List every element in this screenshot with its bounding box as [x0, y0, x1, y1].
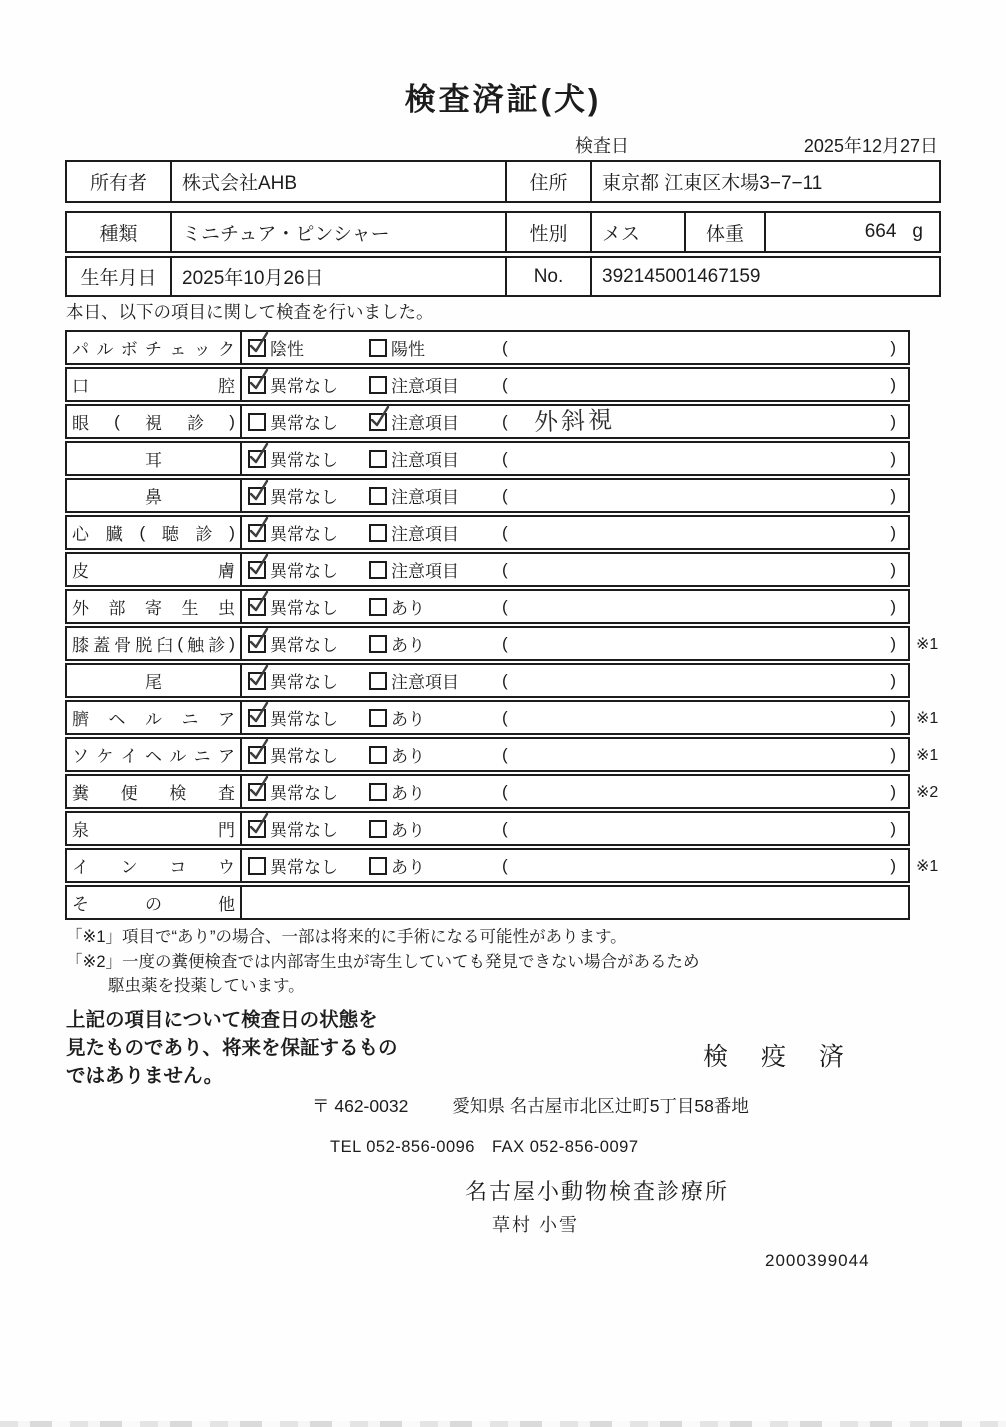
- check-mark-icon: [247, 589, 271, 615]
- paren-close: ): [890, 670, 896, 690]
- paren-close: ): [890, 485, 896, 505]
- clinic-name: 名古屋小動物検査診療所: [465, 1179, 730, 1204]
- footnote-ref: ※1: [916, 709, 939, 727]
- checkbox-icon: [248, 413, 266, 431]
- checkbox-icon: [248, 820, 266, 838]
- option-label: 陽性: [391, 340, 425, 359]
- option-label: 注意項目: [391, 525, 459, 544]
- exam-row: [65, 663, 985, 698]
- exam-option-2: [369, 702, 425, 733]
- exam-row: [65, 367, 985, 402]
- exam-row-box: [65, 589, 910, 624]
- exam-row-content: [242, 776, 908, 807]
- animal-info-row-1: [65, 211, 941, 253]
- check-mark-icon: [247, 663, 271, 689]
- inspection-date-line: [575, 132, 938, 158]
- exam-row: [65, 885, 985, 920]
- checkbox-icon: [369, 450, 387, 468]
- checkbox-icon: [248, 339, 266, 357]
- footnote-ref: ※1: [916, 635, 939, 653]
- footnote-ref: [910, 404, 952, 439]
- exam-row-content: [242, 480, 908, 511]
- exam-option-2: [369, 739, 425, 770]
- check-mark-icon: [247, 737, 271, 763]
- check-mark-icon: [247, 700, 271, 726]
- inspection-date-value: 2025年12月27日: [803, 136, 938, 156]
- checkbox-icon: [369, 561, 387, 579]
- option-label: 注意項目: [391, 451, 459, 470]
- exam-row: [65, 515, 985, 550]
- exam-item-label: そ の 他: [67, 887, 242, 918]
- exam-option-1: [248, 554, 338, 585]
- paren-close: ): [890, 448, 896, 468]
- exam-row-box: [65, 404, 910, 439]
- option-label: あり: [391, 747, 425, 766]
- sex-label: 性別: [505, 213, 590, 251]
- footnote-ref: [910, 441, 952, 476]
- exam-row-box: [65, 811, 910, 846]
- exam-option-2: [369, 665, 459, 696]
- option-label: 異常なし: [270, 858, 338, 877]
- exam-row-box: [65, 885, 910, 920]
- exam-row-box: [65, 700, 910, 735]
- footnote-ref: [910, 589, 952, 624]
- option-label: 陰性: [270, 340, 304, 359]
- no-label: No.: [505, 258, 590, 295]
- exam-option-1: [248, 517, 338, 548]
- checkbox-icon: [369, 709, 387, 727]
- postal-code: 〒 462-0032: [312, 1096, 409, 1116]
- paren-close: ): [890, 374, 896, 394]
- exam-row-content: [242, 443, 908, 474]
- checkbox-icon: [248, 561, 266, 579]
- exam-option-1: [248, 739, 338, 770]
- exam-row-content: [242, 702, 908, 733]
- exam-option-2: [369, 813, 425, 844]
- option-label: 異常なし: [270, 451, 338, 470]
- exam-option-1: [248, 776, 338, 807]
- sex-value: メス: [590, 213, 684, 251]
- exam-table: [65, 330, 985, 922]
- paren-open: (: [502, 818, 508, 838]
- footnote-2: 「※2」一度の糞便検査では内部寄生虫が寄生していても発見できない場合があるため: [66, 952, 700, 971]
- examiner-name: 草村 小雪: [492, 1215, 580, 1235]
- exam-item-label: 泉 門: [67, 813, 242, 844]
- exam-row-content: [242, 591, 908, 622]
- paren-close: ): [890, 522, 896, 542]
- exam-row: [65, 441, 985, 476]
- option-label: 注意項目: [391, 673, 459, 692]
- exam-row-box: [65, 737, 910, 772]
- exam-option-1: [248, 591, 338, 622]
- exam-row-box: [65, 330, 910, 365]
- checkbox-icon: [369, 635, 387, 653]
- checkbox-icon: [369, 820, 387, 838]
- exam-item-label: パ ル ボ チ ェ ッ ク: [67, 332, 242, 363]
- exam-option-1: [248, 628, 338, 659]
- checkbox-icon: [369, 746, 387, 764]
- footnote-2-continued: 駆虫薬を投薬しています。: [108, 977, 305, 995]
- paren-close: ): [890, 559, 896, 579]
- footnote-ref: [910, 330, 952, 365]
- paren-open: (: [502, 707, 508, 727]
- inspection-date-label: 検査日: [575, 136, 629, 156]
- clinic-address-line: [312, 1093, 749, 1118]
- footnote-ref: ※1: [916, 857, 939, 875]
- checkbox-icon: [369, 598, 387, 616]
- exam-row: [65, 589, 985, 624]
- exam-item-label: 耳: [67, 443, 242, 474]
- checkbox-icon: [248, 672, 266, 690]
- option-label: 異常なし: [270, 562, 338, 581]
- exam-item-label: ソ ケ イ ヘ ル ニ ア: [67, 739, 242, 770]
- option-label: あり: [391, 784, 425, 803]
- option-label: 異常なし: [270, 821, 338, 840]
- intro-text: 本日、以下の項目に関して検査を行いました。: [66, 302, 434, 322]
- exam-row-content: [242, 628, 908, 659]
- checkbox-icon: [369, 672, 387, 690]
- check-mark-icon: [247, 515, 271, 541]
- checkbox-icon: [369, 376, 387, 394]
- paren-open: (: [502, 559, 508, 579]
- exam-row-box: [65, 774, 910, 809]
- option-label: 異常なし: [270, 636, 338, 655]
- animal-info-row-2: [65, 256, 941, 297]
- checkbox-icon: [248, 376, 266, 394]
- paren-open: (: [502, 411, 508, 431]
- weight-cell: [764, 213, 939, 251]
- option-label: 注意項目: [391, 414, 459, 433]
- option-label: あり: [391, 858, 425, 877]
- exam-row: [65, 811, 985, 846]
- paren-close: ): [890, 411, 896, 431]
- option-label: 異常なし: [270, 710, 338, 729]
- footnote-ref: [910, 663, 952, 698]
- exam-option-1: [248, 332, 304, 363]
- exam-row: [65, 737, 985, 772]
- birthdate-label: 生年月日: [80, 268, 157, 289]
- footnotes: [66, 925, 700, 999]
- handwritten-note: 外斜視: [533, 406, 616, 437]
- weight-unit: g: [912, 221, 923, 242]
- paren-open: (: [502, 781, 508, 801]
- exam-row-box: [65, 848, 910, 883]
- checkbox-icon: [248, 709, 266, 727]
- exam-row-content: [242, 554, 908, 585]
- exam-item-label: 尾: [67, 665, 242, 696]
- checkbox-icon: [248, 783, 266, 801]
- footnote-1: 「※1」項目で“あり”の場合、一部は将来的に手術になる可能性があります。: [66, 928, 627, 946]
- paren-open: (: [502, 448, 508, 468]
- exam-row: [65, 774, 985, 809]
- footnote-ref: [910, 367, 952, 402]
- paren-close: ): [890, 633, 896, 653]
- option-label: 異常なし: [270, 525, 338, 544]
- paren-close: ): [890, 596, 896, 616]
- checkbox-icon: [248, 598, 266, 616]
- paren-close: ): [890, 855, 896, 875]
- address-value: 東京都 江東区木場3−7−11: [590, 162, 939, 201]
- breed-label: 種類: [99, 223, 138, 245]
- owner-value: 株式会社AHB: [170, 162, 505, 201]
- footnote-ref: [910, 478, 952, 513]
- weight-value: 664: [864, 221, 897, 242]
- exam-row-box: [65, 663, 910, 698]
- checkbox-icon: [369, 487, 387, 505]
- exam-row-content: [242, 665, 908, 696]
- exam-option-2: [369, 591, 425, 622]
- check-mark-icon: [247, 552, 271, 578]
- exam-item-label: 口 腔: [67, 369, 242, 400]
- check-mark-icon: [247, 811, 271, 837]
- paren-open: (: [502, 374, 508, 394]
- option-label: 異常なし: [270, 747, 338, 766]
- exam-option-2: [369, 776, 425, 807]
- option-label: あり: [391, 821, 425, 840]
- exam-row: [65, 478, 985, 513]
- disclaimer-line-2: 見たものであり、将来を保証するもの: [66, 1037, 398, 1059]
- option-label: 異常なし: [270, 377, 338, 396]
- exam-option-2: [369, 369, 459, 400]
- exam-item-label: 外 部 寄 生 虫: [67, 591, 242, 622]
- exam-row-box: [65, 552, 910, 587]
- check-mark-icon: [247, 441, 271, 467]
- option-label: あり: [391, 636, 425, 655]
- checkbox-icon: [248, 635, 266, 653]
- exam-option-2: [369, 517, 459, 548]
- option-label: 異常なし: [270, 599, 338, 618]
- exam-item-label: 心 臓 ( 聴 診 ): [67, 517, 242, 548]
- exam-option-1: [248, 480, 338, 511]
- clinic-address: 愛知県 名古屋市北区辻町5丁目58番地: [452, 1096, 749, 1116]
- exam-row-content: [242, 406, 908, 437]
- exam-item-label: イ ン コ ウ: [67, 850, 242, 881]
- option-label: 異常なし: [270, 784, 338, 803]
- exam-option-1: [248, 850, 338, 881]
- checkbox-icon: [248, 487, 266, 505]
- check-mark-icon: [247, 330, 271, 356]
- option-label: 注意項目: [391, 562, 459, 581]
- checkbox-icon: [369, 524, 387, 542]
- option-label: 注意項目: [391, 488, 459, 507]
- exam-row: [65, 404, 985, 439]
- exam-option-1: [248, 369, 338, 400]
- checkbox-icon: [369, 339, 387, 357]
- exam-row: [65, 552, 985, 587]
- serial-number: 2000399044: [765, 1251, 870, 1270]
- checkbox-icon: [369, 413, 387, 431]
- checkbox-icon: [369, 783, 387, 801]
- footnote-ref: ※2: [916, 783, 939, 801]
- footnote-ref: [910, 552, 952, 587]
- exam-option-2: [369, 480, 459, 511]
- breed-value: ミニチュア・ピンシャー: [170, 213, 505, 251]
- disclaimer-line-1: 上記の項目について検査日の状態を: [66, 1009, 378, 1031]
- exam-row: [65, 700, 985, 735]
- checkbox-icon: [369, 857, 387, 875]
- exam-row: [65, 330, 985, 365]
- paren-close: ): [890, 818, 896, 838]
- exam-row-box: [65, 367, 910, 402]
- exam-row-content: [242, 332, 908, 363]
- exam-item-label: 眼 ( 視 診 ): [67, 406, 242, 437]
- footnote-ref: [910, 515, 952, 550]
- scan-edge-artifact: [0, 1421, 1006, 1427]
- exam-row-box: [65, 626, 910, 661]
- address-label: 住所: [505, 162, 590, 201]
- check-mark-icon: [247, 774, 271, 800]
- exam-option-2: [369, 332, 425, 363]
- document-title: 検査済証(犬): [404, 82, 602, 117]
- exam-option-2: [369, 406, 459, 437]
- disclaimer-line-3: ではありません。: [66, 1065, 224, 1087]
- option-label: 異常なし: [270, 673, 338, 692]
- exam-row-content: [242, 739, 908, 770]
- paren-open: (: [502, 855, 508, 875]
- paren-close: ): [890, 707, 896, 727]
- exam-row-box: [65, 515, 910, 550]
- weight-label: 体重: [684, 213, 764, 251]
- exam-item-label: 皮 膚: [67, 554, 242, 585]
- check-mark-icon: [247, 478, 271, 504]
- footnote-ref: [910, 885, 952, 920]
- no-value: 392145001467159: [590, 258, 939, 295]
- owner-label: 所有者: [89, 173, 147, 194]
- checkbox-icon: [248, 450, 266, 468]
- exam-row: [65, 848, 985, 883]
- quarantine-stamp: 検 疫 済: [703, 1043, 857, 1071]
- checkbox-icon: [248, 857, 266, 875]
- paren-open: (: [502, 633, 508, 653]
- exam-item-label: 鼻: [67, 480, 242, 511]
- exam-item-label: 膝 蓋 骨 脱 臼 ( 触 診 ): [67, 628, 242, 659]
- checkbox-icon: [248, 524, 266, 542]
- footnote-ref: ※1: [916, 746, 939, 764]
- footnote-ref: [910, 811, 952, 846]
- check-mark-icon: [247, 626, 271, 652]
- exam-option-1: [248, 406, 338, 437]
- exam-row-content: [242, 887, 908, 918]
- exam-item-label: 臍 ヘ ル ニ ア: [67, 702, 242, 733]
- exam-option-2: [369, 628, 425, 659]
- exam-option-2: [369, 850, 425, 881]
- option-label: 注意項目: [391, 377, 459, 396]
- paren-open: (: [502, 522, 508, 542]
- paren-close: ): [890, 337, 896, 357]
- owner-table: [65, 160, 941, 203]
- exam-row-content: [242, 369, 908, 400]
- option-label: あり: [391, 710, 425, 729]
- tel-fax: TEL 052-856-0096 FAX 052-856-0097: [330, 1138, 639, 1156]
- exam-option-1: [248, 702, 338, 733]
- paren-open: (: [502, 485, 508, 505]
- exam-row-box: [65, 478, 910, 513]
- exam-option-2: [369, 443, 459, 474]
- exam-row-content: [242, 517, 908, 548]
- paren-open: (: [502, 337, 508, 357]
- exam-row-content: [242, 850, 908, 881]
- exam-option-2: [369, 554, 459, 585]
- paren-close: ): [890, 781, 896, 801]
- checkbox-icon: [248, 746, 266, 764]
- exam-option-1: [248, 813, 338, 844]
- exam-option-1: [248, 443, 338, 474]
- exam-item-label: 糞 便 検 査: [67, 776, 242, 807]
- paren-open: (: [502, 744, 508, 764]
- disclaimer: [66, 1006, 398, 1090]
- check-mark-icon: [247, 367, 271, 393]
- option-label: 異常なし: [270, 488, 338, 507]
- exam-row-box: [65, 441, 910, 476]
- birthdate-value: 2025年10月26日: [170, 258, 505, 295]
- check-mark-icon: [368, 404, 392, 430]
- option-label: 異常なし: [270, 414, 338, 433]
- exam-row-content: [242, 813, 908, 844]
- exam-option-1: [248, 665, 338, 696]
- exam-row: [65, 626, 985, 661]
- paren-open: (: [502, 596, 508, 616]
- paren-open: (: [502, 670, 508, 690]
- paren-close: ): [890, 744, 896, 764]
- option-label: あり: [391, 599, 425, 618]
